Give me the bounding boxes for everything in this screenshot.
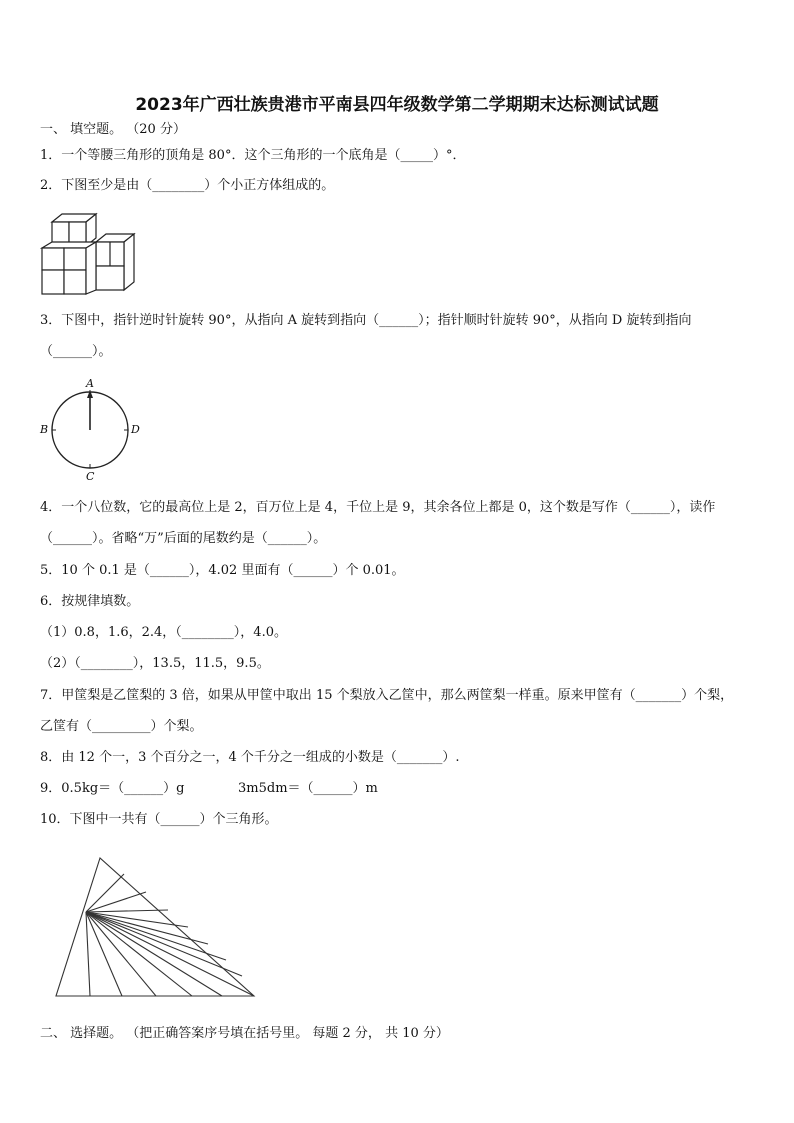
section-1-heading: 一、 填空题。 （20 分） (40, 122, 186, 137)
dial-label-d: D (131, 423, 140, 436)
question-1: 1．一个等腰三角形的顶角是 80°．这个三角形的一个底角是（_____）°． (40, 148, 466, 163)
question-9-part-1: 9．0.5kg＝（______）g (40, 781, 185, 796)
question-7-line-2: 乙筐有（_________）个梨。 (40, 719, 203, 734)
question-3-line-2: （______）。 (40, 344, 112, 359)
dial-label-b: B (40, 423, 49, 436)
question-3-line-1: 3．下图中，指针逆时针旋转 90°，从指向 A 旋转到指向（______）；指针顺时针旋转 90°，从指向 D 旋转到指向 (40, 313, 692, 328)
fan-triangle-figure (52, 852, 262, 1002)
question-8: 8．由 12 个一，3 个百分之一，4 个千分之一组成的小数是（_______）. (40, 750, 460, 765)
cube-stack-figure (38, 208, 138, 300)
dial-label-c: C (86, 470, 95, 483)
question-2: 2．下图至少是由（________）个小正方体组成的。 (40, 178, 335, 193)
question-7-line-1: 7．甲筐梨是乙筐梨的 3 倍，如果从甲筐中取出 15 个梨放入乙筐中，那么两筐梨一样重。原来甲筐有（_______）个梨， (40, 688, 734, 703)
dial-figure (36, 376, 146, 482)
section-2-heading: 二、 选择题。 （把正确答案序号填在括号里。 每题 2 分， 共 10 分） (40, 1026, 449, 1041)
question-6-part-2: （2）（________），13.5，11.5，9.5。 (40, 656, 270, 671)
question-4-line-2: （______）。省略“万”后面的尾数约是（______）。 (40, 531, 327, 546)
dial-circle (36, 376, 146, 482)
question-9-part-2: 3m5dm＝（______）m (238, 781, 378, 796)
question-6-part-1: （1）0.8，1.6，2.4，（________），4.0。 (40, 625, 287, 640)
question-6: 6．按规律填数。 (40, 594, 140, 609)
dial-label-a: A (86, 377, 94, 390)
page-title: 2023年广西壮族贵港市平南县四年级数学第二学期期末达标测试试题 (135, 95, 659, 115)
question-5: 5．10 个 0.1 是（______），4.02 里面有（______）个 0.01。 (40, 563, 405, 578)
question-10: 10．下图中一共有（______）个三角形。 (40, 812, 278, 827)
question-4-line-1: 4．一个八位数，它的最高位上是 2，百万位上是 4，千位上是 9，其余各位上都是 0，这个数是写作（______），读作 (40, 500, 716, 515)
